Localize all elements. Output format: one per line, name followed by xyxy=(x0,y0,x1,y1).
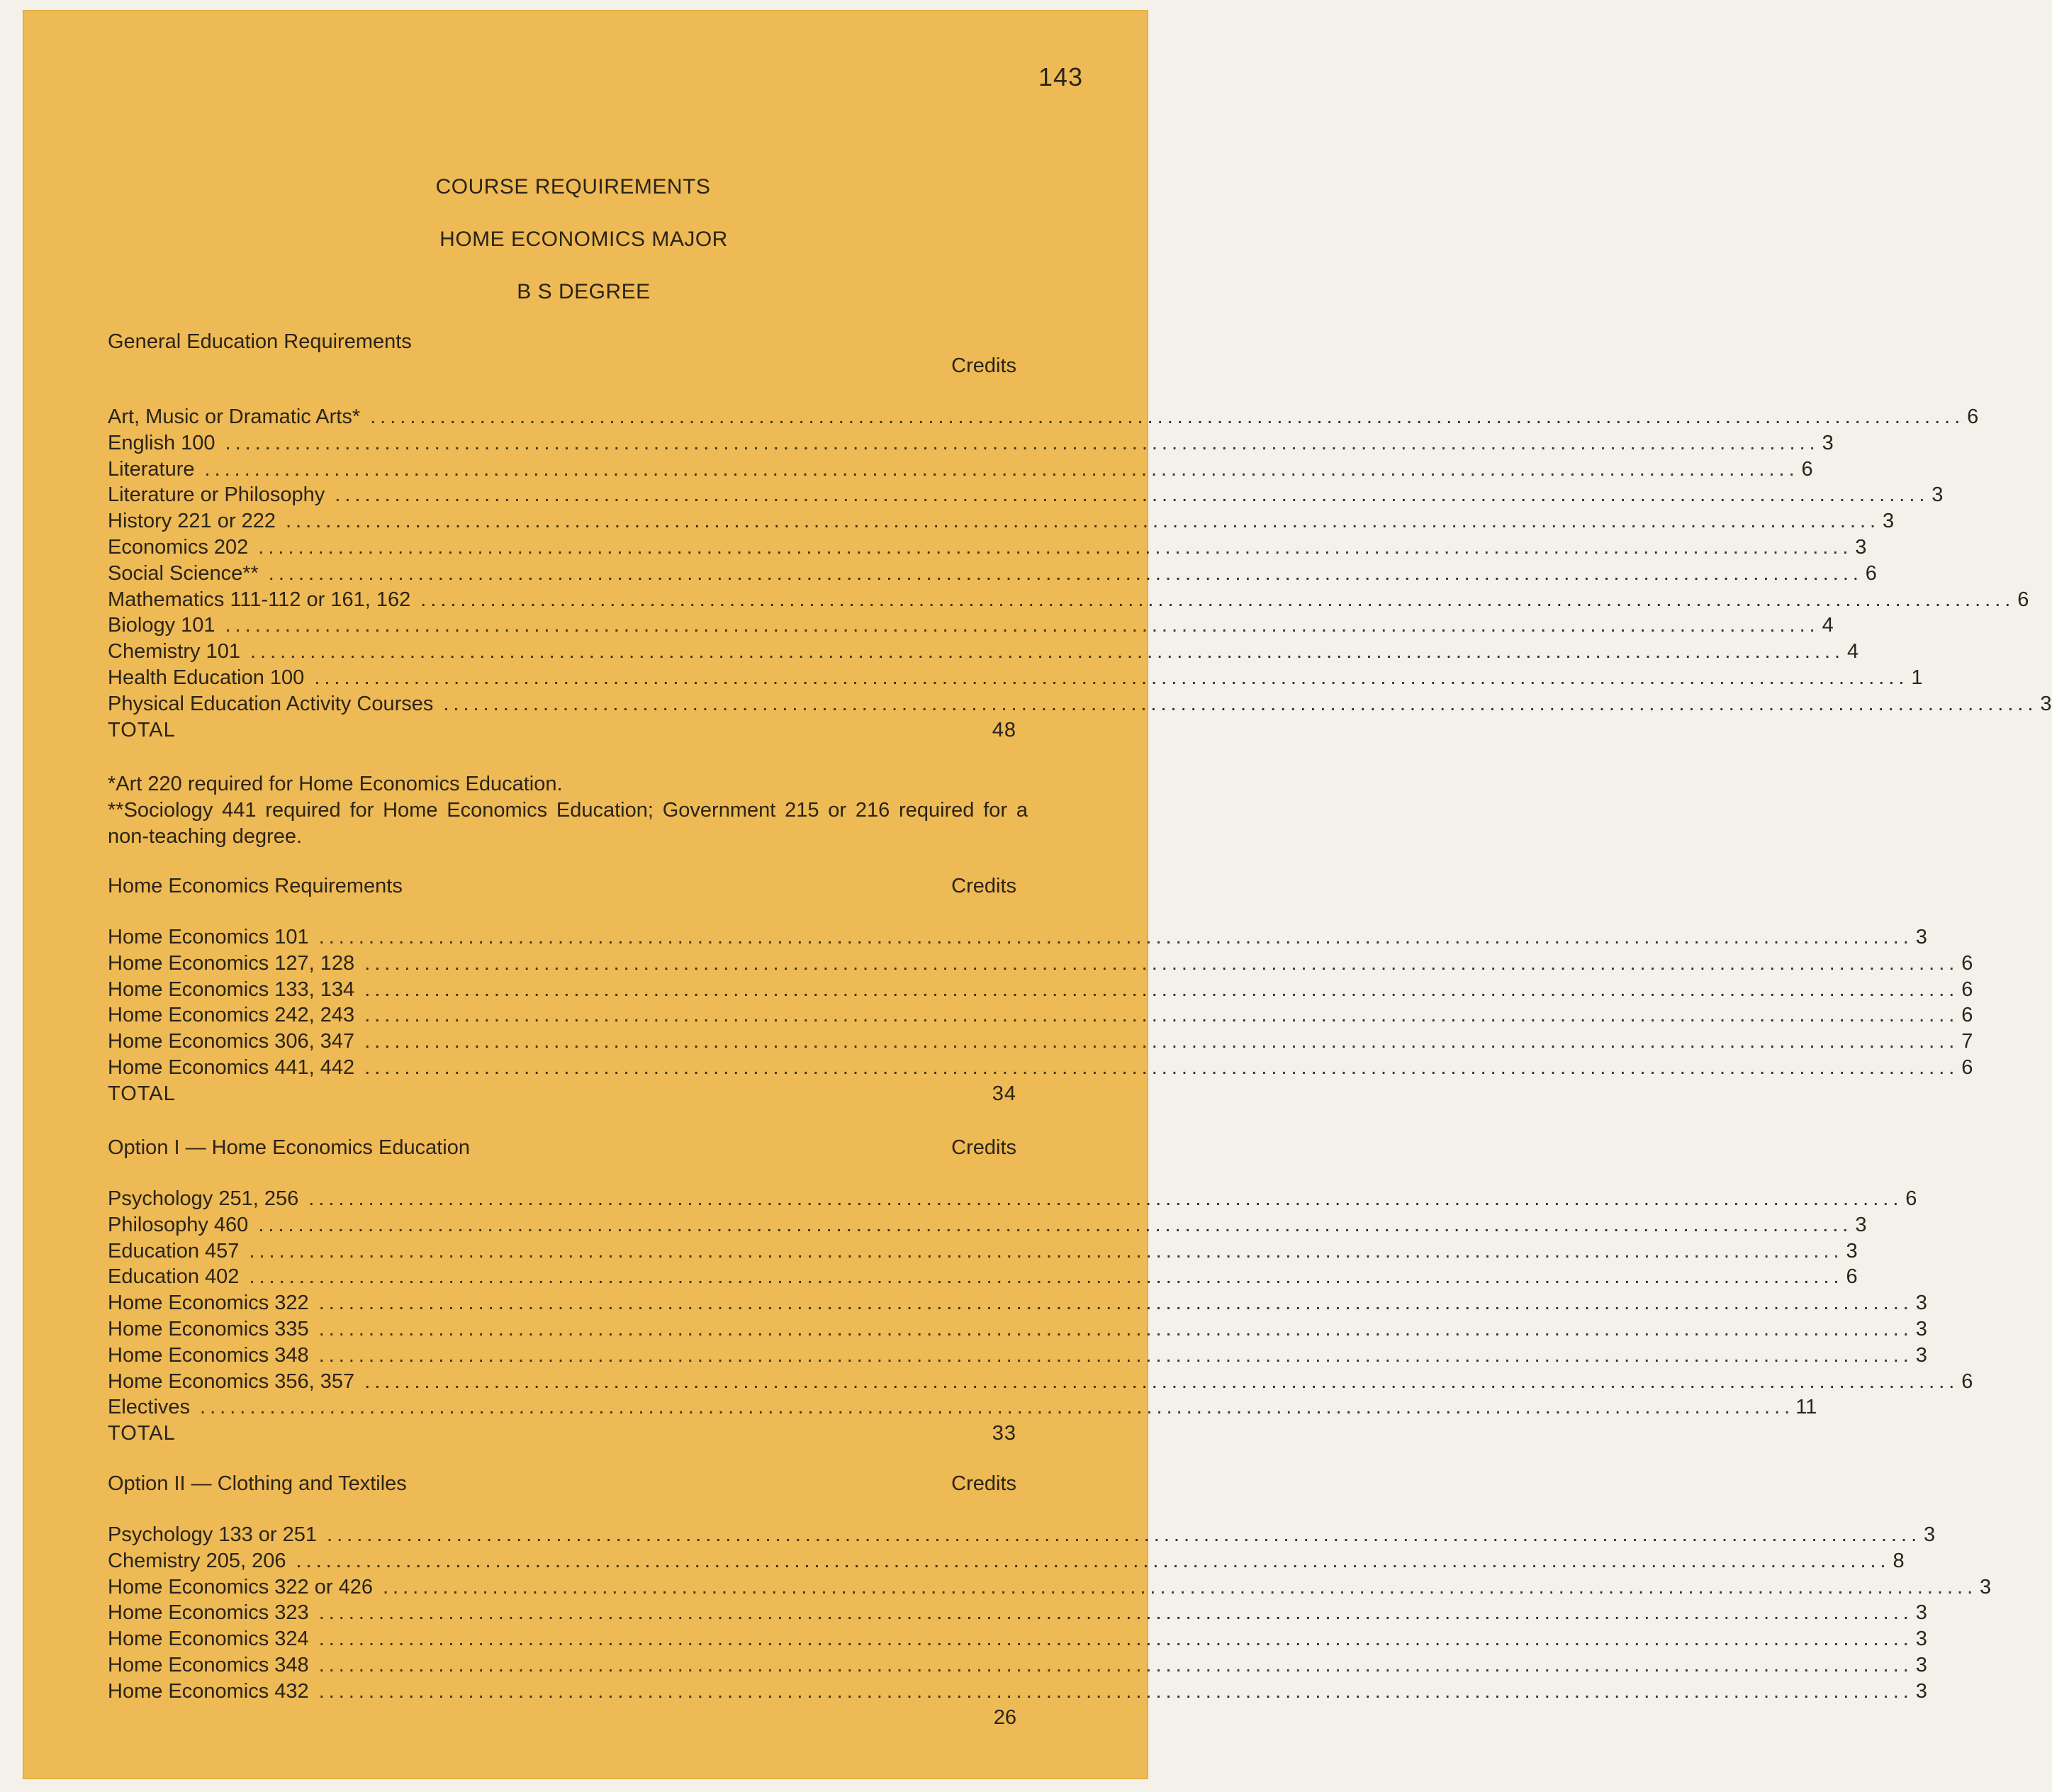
section-header xyxy=(108,1469,1016,1498)
course-row xyxy=(108,1600,1927,1626)
course-name: Education 402 xyxy=(108,1265,240,1289)
course-name: Home Economics 324 xyxy=(108,1628,309,1651)
course-list xyxy=(108,404,2052,717)
dot-leader: ................................................................................................................................................................ xyxy=(364,1055,1959,1079)
section-title: General Education Requirements xyxy=(108,330,412,353)
course-name: Social Science** xyxy=(108,561,259,585)
course-row xyxy=(108,1212,1867,1238)
dot-leader: ................................................................................................................................................................ xyxy=(318,1601,1913,1625)
dot-leader: ................................................................................................................................................................ xyxy=(364,951,1959,975)
course-name: Physical Education Activity Courses xyxy=(108,692,434,715)
dot-leader: ................................................................................................................................................................ xyxy=(296,1549,1890,1572)
credit-value: 3 xyxy=(1822,431,1834,454)
credit-value: 4 xyxy=(1846,640,1859,663)
dot-leader: ................................................................................................................................................................ xyxy=(249,1265,1844,1289)
course-name: Home Economics 133, 134 xyxy=(108,978,355,1001)
option-2-section xyxy=(108,1469,1992,1730)
dot-leader: ................................................................................................................................................................ xyxy=(318,1343,1913,1367)
course-list xyxy=(108,1186,1973,1421)
course-list xyxy=(108,924,1973,1081)
page-subtitle: HOME ECONOMICS MAJOR xyxy=(439,228,728,251)
credit-value: 3 xyxy=(1915,1343,1927,1367)
dot-leader: ................................................................................................................................................................ xyxy=(318,1317,1913,1340)
course-row xyxy=(108,1186,1917,1212)
credit-value: 6 xyxy=(1865,561,1877,585)
credit-value: 6 xyxy=(1846,1265,1858,1289)
home-economics-section xyxy=(108,872,1973,1107)
credit-value: 7 xyxy=(1961,1030,1973,1053)
credit-value: 3 xyxy=(1915,1653,1927,1676)
course-name: Electives xyxy=(108,1396,191,1419)
course-row xyxy=(108,1055,1973,1081)
course-name: Economics 202 xyxy=(108,535,249,559)
dot-leader: ................................................................................................................................................................ xyxy=(314,666,1909,689)
course-row xyxy=(108,587,2029,613)
section-header xyxy=(108,327,1016,377)
credit-value: 6 xyxy=(1967,405,1979,428)
credits-column-label: Credits xyxy=(951,354,1016,377)
credit-value: 6 xyxy=(1961,1370,1973,1393)
subtotal-value: 26 xyxy=(993,1706,1016,1729)
course-row xyxy=(108,1522,1936,1548)
course-name: Home Economics 322 or 426 xyxy=(108,1575,373,1598)
total-row xyxy=(108,1421,1016,1447)
dot-leader: ................................................................................................................................................................ xyxy=(225,431,1820,454)
credit-value: 3 xyxy=(1855,535,1867,559)
option-1-section xyxy=(108,1133,1973,1447)
total-row xyxy=(108,1081,1016,1107)
course-row xyxy=(108,665,1923,691)
credits-column-label: Credits xyxy=(951,875,1016,897)
course-row xyxy=(108,1626,1927,1652)
credit-value: 3 xyxy=(1915,1317,1927,1340)
course-row xyxy=(108,1679,1927,1705)
dot-leader: ................................................................................................................................................................ xyxy=(335,483,1929,507)
credit-value: 3 xyxy=(1855,1213,1867,1236)
dot-leader: ................................................................................................................................................................ xyxy=(250,640,1845,663)
dot-leader: ................................................................................................................................................................ xyxy=(370,405,1965,428)
total-label: TOTAL xyxy=(108,1422,176,1445)
footnote-1: *Art 220 required for Home Economics Education. xyxy=(108,773,563,795)
course-row xyxy=(108,404,1979,430)
credit-value: 3 xyxy=(1915,1628,1927,1651)
course-row xyxy=(108,561,1877,587)
course-name: Home Economics 441, 442 xyxy=(108,1055,355,1079)
document-page xyxy=(23,10,2052,1779)
course-name: Mathematics 111-112 or 161, 162 xyxy=(108,588,411,611)
dot-leader: ................................................................................................................................................................ xyxy=(308,1187,1903,1210)
course-name: Home Economics 335 xyxy=(108,1317,309,1340)
section-header xyxy=(108,1133,1016,1162)
course-row xyxy=(108,1029,1973,1055)
course-name: Psychology 133 or 251 xyxy=(108,1523,318,1546)
credit-value: 1 xyxy=(1911,666,1923,689)
credit-value: 3 xyxy=(2040,692,2052,715)
course-row xyxy=(108,1264,1858,1290)
course-row xyxy=(108,977,1973,1003)
course-row xyxy=(108,1290,1927,1316)
course-row xyxy=(108,1652,1927,1679)
course-row xyxy=(108,951,1973,977)
section-title: Option I — Home Economics Education xyxy=(108,1136,470,1159)
dot-leader: ................................................................................................................................................................ xyxy=(285,510,1880,533)
dot-leader: ................................................................................................................................................................ xyxy=(200,1396,1795,1419)
course-row xyxy=(108,508,1895,534)
course-row xyxy=(108,534,1867,561)
dot-leader: ................................................................................................................................................................ xyxy=(364,1370,1959,1393)
dot-leader: ................................................................................................................................................................ xyxy=(443,692,2038,715)
dot-leader: ................................................................................................................................................................ xyxy=(258,535,1853,559)
dot-leader: ................................................................................................................................................................ xyxy=(327,1523,1922,1546)
course-row xyxy=(108,1002,1973,1029)
credit-value: 3 xyxy=(1979,1575,1992,1598)
course-row xyxy=(108,924,1927,951)
course-row xyxy=(108,1548,1905,1574)
credit-value: 3 xyxy=(1924,1523,1936,1546)
dot-leader: ................................................................................................................................................................ xyxy=(268,561,1863,585)
course-name: Home Economics 432 xyxy=(108,1679,309,1703)
course-row xyxy=(108,430,1834,457)
footnote-2: **Sociology 441 required for Home Economics Education; Government 215 or 216 required for a non-teaching degree. xyxy=(108,798,1028,848)
course-name: Home Economics 356, 357 xyxy=(108,1370,355,1393)
course-name: Home Economics 348 xyxy=(108,1343,309,1367)
dot-leader: ................................................................................................................................................................ xyxy=(318,926,1913,948)
credits-column-label: Credits xyxy=(951,1472,1016,1495)
course-list xyxy=(108,1522,1992,1705)
course-name: Education 457 xyxy=(108,1239,240,1262)
course-name: Home Economics 323 xyxy=(108,1601,309,1625)
section-title: Home Economics Requirements xyxy=(108,875,403,897)
dot-leader: ................................................................................................................................................................ xyxy=(318,1679,1913,1703)
total-value: 33 xyxy=(992,1422,1016,1445)
course-name: English 100 xyxy=(108,431,215,454)
course-row xyxy=(108,1238,1858,1265)
credit-value: 3 xyxy=(1882,510,1895,533)
credit-value: 3 xyxy=(1915,926,1927,948)
course-name: Philosophy 460 xyxy=(108,1213,249,1236)
credit-value: 3 xyxy=(1915,1292,1927,1315)
credit-value: 6 xyxy=(1961,978,1973,1001)
general-education-section xyxy=(108,327,2052,743)
course-name: History 221 or 222 xyxy=(108,510,276,533)
credit-value: 6 xyxy=(1905,1187,1917,1210)
course-name: Biology 101 xyxy=(108,614,215,637)
course-name: Health Education 100 xyxy=(108,666,305,689)
course-name: Home Economics 101 xyxy=(108,926,309,948)
dot-leader: ................................................................................................................................................................ xyxy=(258,1213,1853,1236)
credit-value: 3 xyxy=(1932,483,1944,507)
credits-column-label: Credits xyxy=(951,1136,1016,1159)
credit-value: 6 xyxy=(1961,1055,1973,1079)
dot-leader: ................................................................................................................................................................ xyxy=(318,1628,1913,1651)
course-row xyxy=(108,639,1859,665)
course-name: Art, Music or Dramatic Arts* xyxy=(108,405,361,428)
dot-leader: ................................................................................................................................................................ xyxy=(364,978,1959,1001)
degree-label: B S DEGREE xyxy=(517,280,651,303)
total-value: 48 xyxy=(992,718,1016,741)
total-value: 34 xyxy=(992,1082,1016,1105)
page-title: COURSE REQUIREMENTS xyxy=(435,175,711,198)
course-name: Home Economics 322 xyxy=(108,1292,309,1315)
total-label: TOTAL xyxy=(108,718,176,741)
credit-value: 6 xyxy=(1961,1004,1973,1027)
title-block xyxy=(23,172,1148,329)
course-row xyxy=(108,482,1944,508)
course-row xyxy=(108,691,2052,717)
footnotes xyxy=(108,771,1028,849)
course-name: Chemistry 205, 206 xyxy=(108,1549,286,1572)
credit-value: 6 xyxy=(1801,457,1813,481)
course-row xyxy=(108,1394,1817,1421)
course-name: Psychology 251, 256 xyxy=(108,1187,299,1210)
course-name: Literature or Philosophy xyxy=(108,483,325,507)
dot-leader: ................................................................................................................................................................ xyxy=(382,1575,1978,1598)
total-row xyxy=(108,717,1016,744)
credit-value: 11 xyxy=(1795,1396,1817,1419)
dot-leader: ................................................................................................................................................................ xyxy=(364,1030,1959,1053)
course-name: Home Economics 242, 243 xyxy=(108,1004,355,1027)
credit-value: 3 xyxy=(1915,1601,1927,1625)
dot-leader: ................................................................................................................................................................ xyxy=(204,457,1799,481)
page-number: 143 xyxy=(1038,62,1084,91)
dot-leader: ................................................................................................................................................................ xyxy=(225,614,1820,637)
section-header xyxy=(108,872,1016,900)
credit-value: 3 xyxy=(1915,1679,1927,1703)
credit-value: 6 xyxy=(2017,588,2029,611)
course-row xyxy=(108,1574,1992,1601)
credit-value: 8 xyxy=(1893,1549,1905,1572)
dot-leader: ................................................................................................................................................................ xyxy=(420,588,2015,611)
course-name: Home Economics 127, 128 xyxy=(108,951,355,975)
course-name: Home Economics 348 xyxy=(108,1653,309,1676)
dot-leader: ................................................................................................................................................................ xyxy=(318,1292,1913,1315)
course-row xyxy=(108,612,1834,639)
dot-leader: ................................................................................................................................................................ xyxy=(364,1004,1959,1027)
course-row xyxy=(108,1343,1927,1369)
credit-value: 6 xyxy=(1961,951,1973,975)
course-row xyxy=(108,1316,1927,1343)
course-row xyxy=(108,1369,1973,1395)
course-name: Chemistry 101 xyxy=(108,640,240,663)
course-row xyxy=(108,457,1813,483)
course-name: Home Economics 306, 347 xyxy=(108,1030,355,1053)
course-name: Literature xyxy=(108,457,195,481)
total-label: TOTAL xyxy=(108,1082,176,1105)
credit-value: 3 xyxy=(1846,1239,1858,1262)
section-title: Option II — Clothing and Textiles xyxy=(108,1472,407,1495)
dot-leader: ................................................................................................................................................................ xyxy=(318,1653,1913,1676)
credit-value: 4 xyxy=(1822,614,1834,637)
dot-leader: ................................................................................................................................................................ xyxy=(249,1239,1844,1262)
